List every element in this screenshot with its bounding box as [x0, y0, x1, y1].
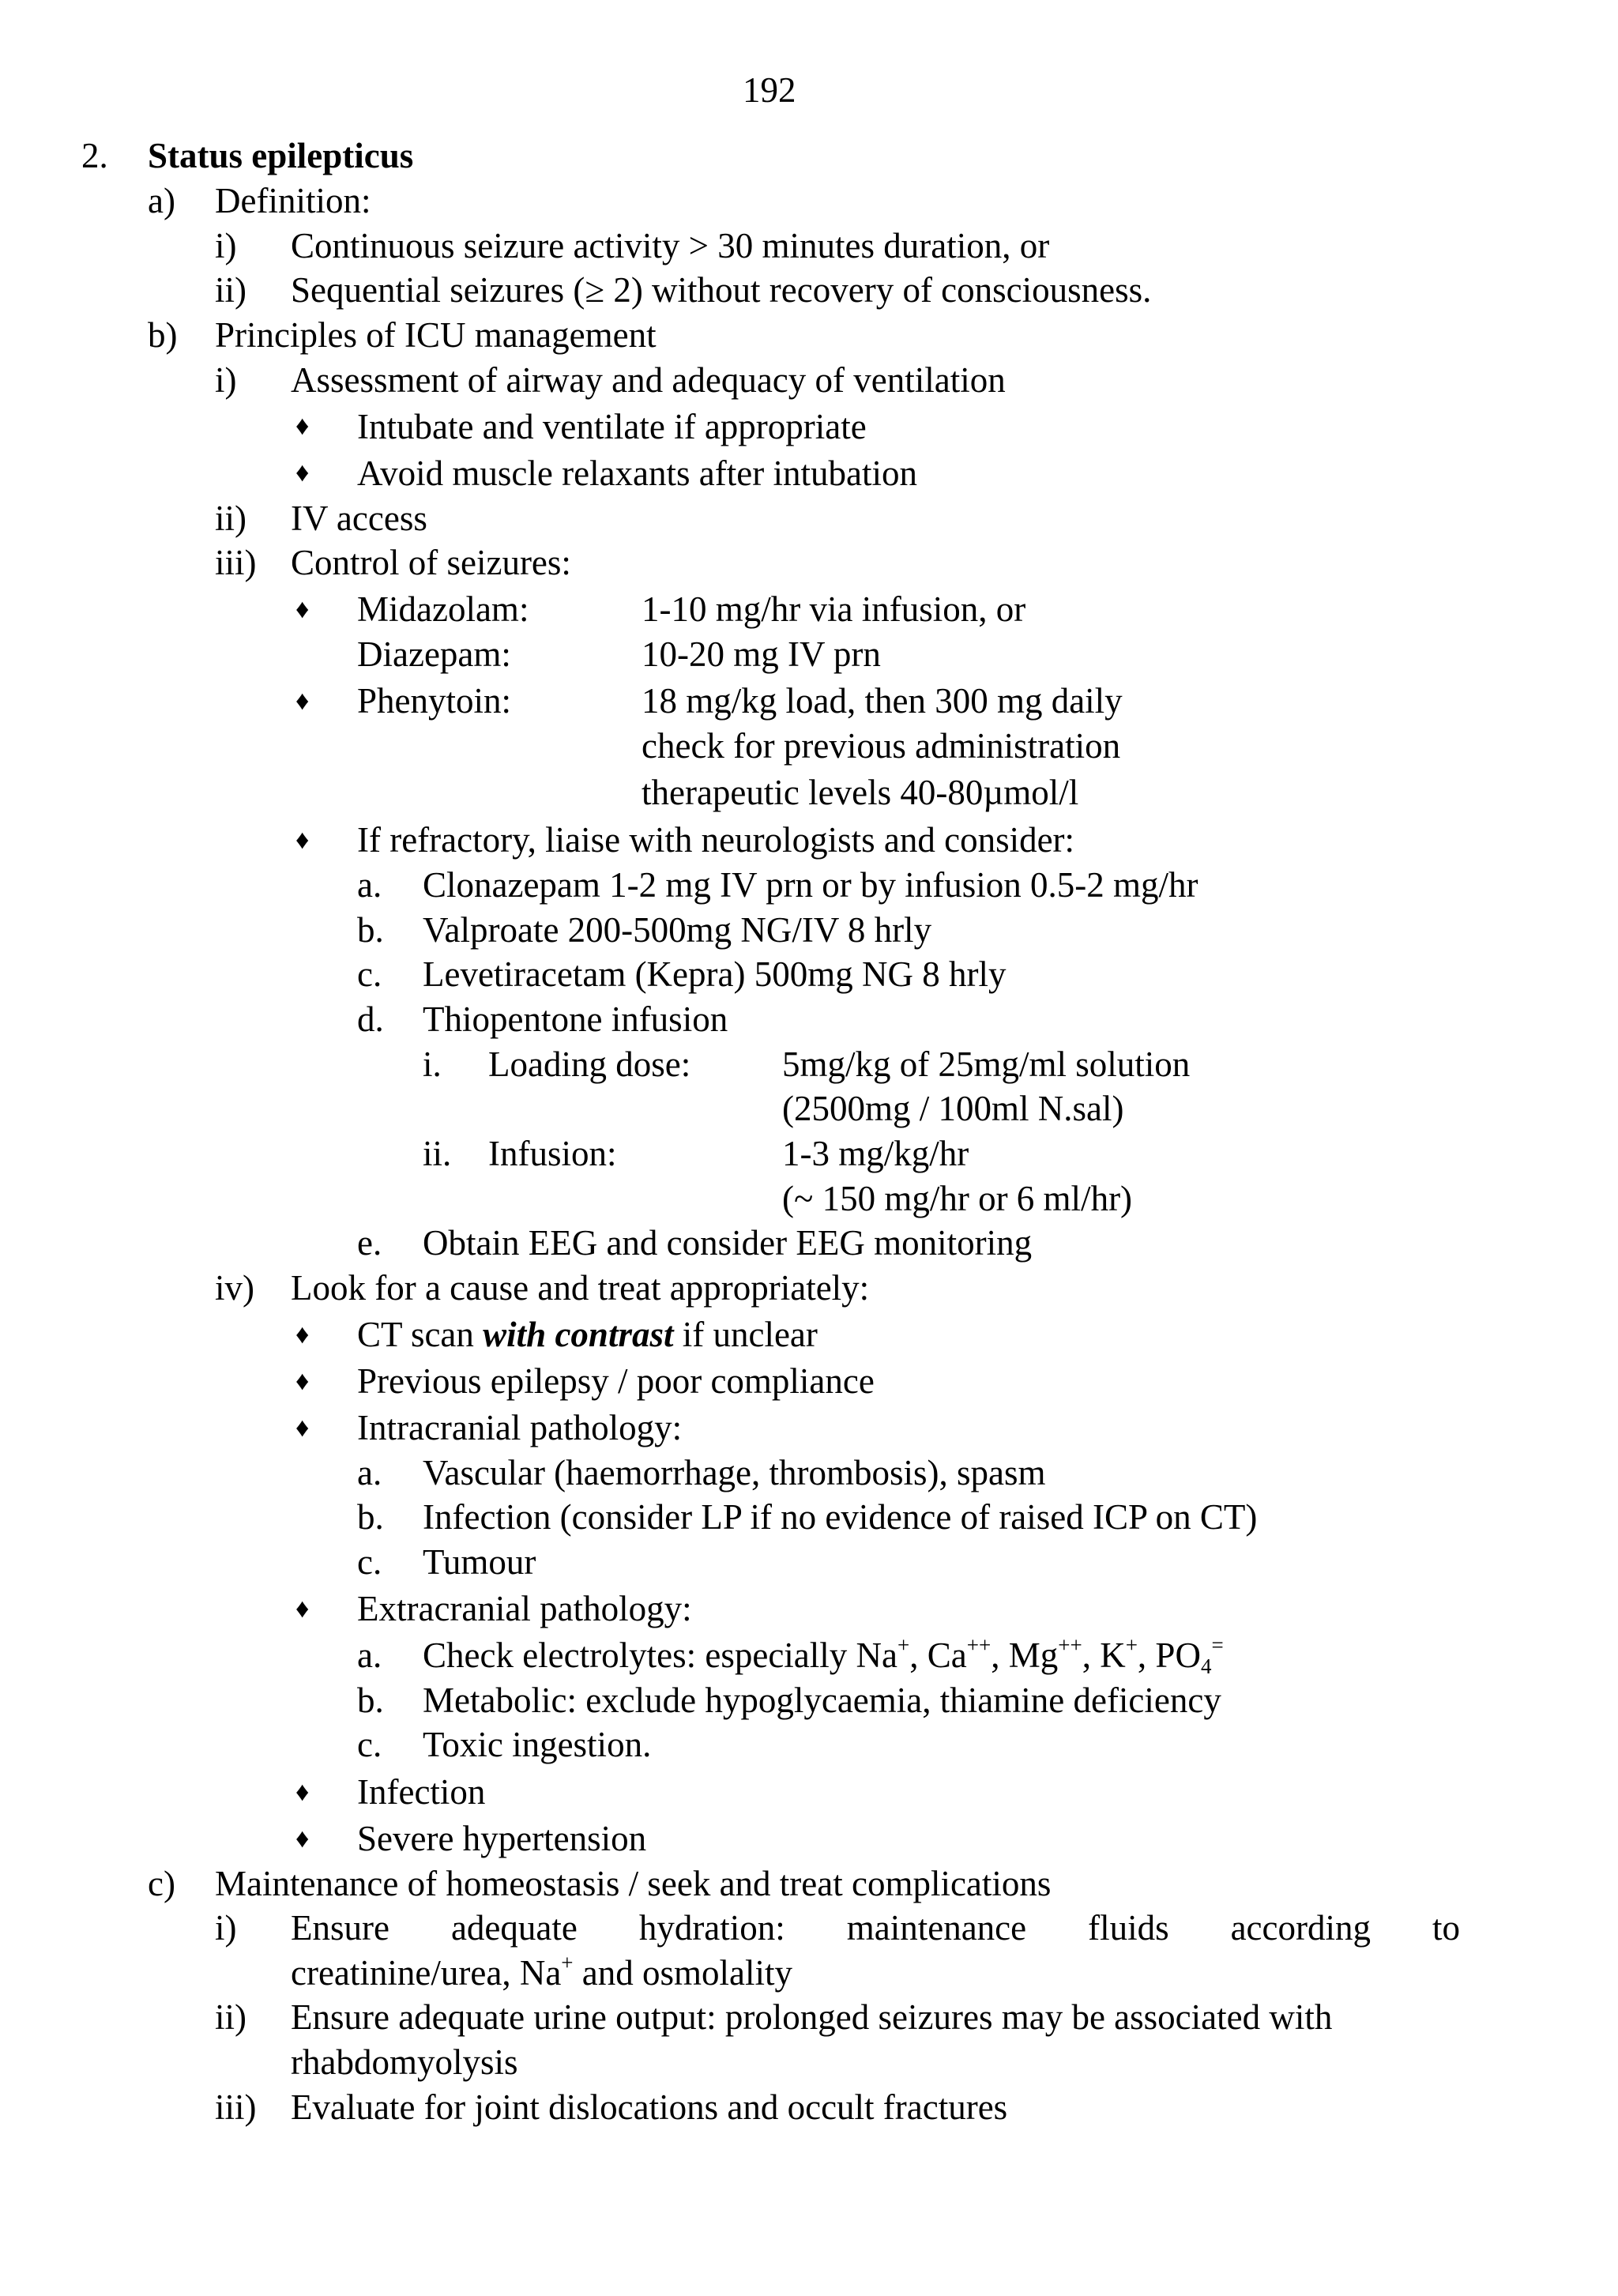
list-item: Ensure adequate urine output: prolonged seizures may be associated with: [291, 1997, 1333, 2037]
diamond-bullet-icon: ♦: [295, 1413, 310, 1443]
list-item: Toxic ingestion.: [423, 1725, 652, 1764]
list-label: i): [215, 1908, 237, 1948]
dose-name: Infusion:: [488, 1134, 617, 1173]
diamond-bullet-icon: ♦: [295, 1824, 310, 1854]
diamond-bullet-icon: ♦: [295, 1320, 310, 1349]
list-item: Obtain EEG and consider EEG monitoring: [423, 1223, 1033, 1263]
list-label: a.: [357, 1453, 382, 1492]
list-item: Vascular (haemorrhage, thrombosis), spasm: [423, 1453, 1046, 1492]
dose-name: Loading dose:: [488, 1044, 691, 1084]
list-item: Tumour: [423, 1542, 536, 1582]
list-item: IV access: [291, 499, 427, 538]
section-number: 2.: [81, 136, 108, 175]
list-item: Metabolic: exclude hypoglycaemia, thiamine deficiency: [423, 1681, 1221, 1720]
list-item: Valproate 200-500mg NG/IV 8 hrly: [423, 910, 932, 950]
list-item: Evaluate for joint dislocations and occult fractures: [291, 2087, 1008, 2127]
justified-line: Ensure adequate hydration: maintenance fluids according to: [291, 1908, 1460, 1948]
diamond-bullet-icon: ♦: [295, 595, 310, 624]
subsection-b-label: b): [148, 315, 178, 355]
bullet-item: Severe hypertension: [357, 1819, 647, 1858]
list-label: i): [215, 226, 237, 265]
bullet-item: Previous epilepsy / poor compliance: [357, 1361, 875, 1401]
list-item: Look for a cause and treat appropriately:: [291, 1268, 870, 1308]
dose-value: (~ 150 mg/hr or 6 ml/hr): [782, 1179, 1133, 1218]
dose-value: 5mg/kg of 25mg/ml solution: [782, 1044, 1191, 1084]
dose-value: 1-3 mg/kg/hr: [782, 1134, 969, 1173]
drug-dose: 18 mg/kg load, then 300 mg daily: [642, 681, 1123, 721]
subsection-a-label: a): [148, 181, 175, 220]
list-item: Assessment of airway and adequacy of ventilation: [291, 360, 1006, 400]
bullet-item: Intubate and ventilate if appropriate: [357, 407, 867, 446]
list-label: iii): [215, 2087, 257, 2127]
list-label: a.: [357, 1635, 382, 1675]
subsection-c-label: c): [148, 1864, 175, 1903]
list-label: ii): [215, 270, 246, 310]
drug-note: check for previous administration: [642, 726, 1121, 766]
diamond-bullet-icon: ♦: [295, 412, 310, 441]
drug-dose: 10-20 mg IV prn: [642, 634, 881, 674]
diamond-bullet-icon: ♦: [295, 1594, 310, 1624]
list-item-electrolytes: Check electrolytes: especially Na+, Ca++, Mg++, K+, $PO_4^=$: [423, 1633, 1224, 1679]
bullet-item: Intracranial pathology:: [357, 1408, 683, 1447]
bullet-item: If refractory, liaise with neurologists and consider:: [357, 820, 1075, 860]
list-item-continuation: creatinine/urea, Na+ and osmolality: [291, 1951, 793, 1993]
list-label: ii.: [423, 1134, 452, 1173]
list-label: e.: [357, 1223, 382, 1263]
drug-name: Midazolam:: [357, 589, 529, 629]
diamond-bullet-icon: ♦: [295, 826, 310, 855]
drug-name: Diazepam:: [357, 634, 511, 674]
list-item: Continuous seizure activity > 30 minutes duration, or: [291, 226, 1050, 265]
list-label: c.: [357, 1542, 382, 1582]
diamond-bullet-icon: ♦: [295, 1367, 310, 1396]
list-label: b.: [357, 910, 384, 950]
drug-name: Phenytoin:: [357, 681, 512, 721]
diamond-bullet-icon: ♦: [295, 687, 310, 716]
list-label: c.: [357, 1725, 382, 1764]
list-item: Clonazepam 1-2 mg IV prn or by infusion 0.5-2 mg/hr: [423, 865, 1198, 905]
list-item: Thiopentone infusion: [423, 999, 728, 1039]
list-label: iv): [215, 1268, 254, 1308]
drug-note: therapeutic levels 40-80µmol/l: [642, 773, 1079, 812]
dose-value: (2500mg / 100ml N.sal): [782, 1089, 1124, 1128]
bullet-item: Avoid muscle relaxants after intubation: [357, 454, 917, 493]
list-label: ii): [215, 1997, 246, 2037]
list-item: Infection (consider LP if no evidence of raised ICP on CT): [423, 1497, 1258, 1537]
diamond-bullet-icon: ♦: [295, 458, 310, 487]
list-item: Levetiracetam (Kepra) 500mg NG 8 hrly: [423, 954, 1007, 994]
list-label: c.: [357, 954, 382, 994]
subsection-c-title: Maintenance of homeostasis / seek and treat complications: [215, 1864, 1052, 1903]
bullet-item-ct-scan: CT scan with contrast if unclear: [357, 1315, 818, 1354]
subsection-b-title: Principles of ICU management: [215, 315, 657, 355]
page-number: 192: [743, 70, 796, 110]
diamond-bullet-icon: ♦: [295, 1778, 310, 1807]
list-item: Sequential seizures (≥ 2) without recovery of consciousness.: [291, 270, 1152, 310]
subsection-a-title: Definition:: [215, 181, 371, 220]
list-label: b.: [357, 1681, 384, 1720]
list-label: iii): [215, 543, 257, 582]
section-title: Status epilepticus: [148, 136, 414, 175]
list-label: ii): [215, 499, 246, 538]
list-label: b.: [357, 1497, 384, 1537]
list-item-continuation: rhabdomyolysis: [291, 2042, 518, 2082]
list-label: a.: [357, 865, 382, 905]
list-label: i): [215, 360, 237, 400]
drug-dose: 1-10 mg/hr via infusion, or: [642, 589, 1026, 629]
list-label: i.: [423, 1044, 442, 1084]
bullet-item: Extracranial pathology:: [357, 1589, 692, 1628]
list-item: Control of seizures:: [291, 543, 571, 582]
list-label: d.: [357, 999, 384, 1039]
bullet-item: Infection: [357, 1772, 486, 1812]
